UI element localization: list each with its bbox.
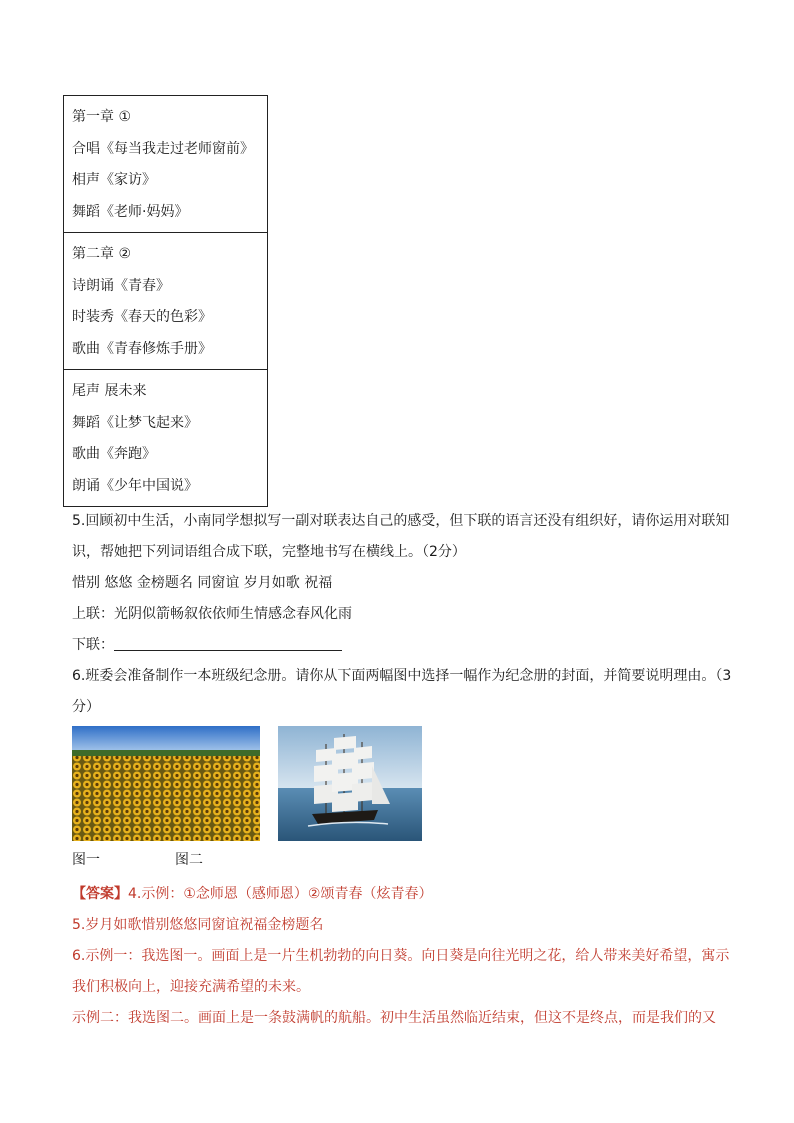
answer-6-example-2: 示例二：我选图二。画面上是一条鼓满帆的航船。初中生活虽然临近结束，但这不是终点，而是我们的又 <box>72 1010 716 1026</box>
sunflower-image <box>72 726 260 841</box>
sunflower-picture <box>72 726 260 841</box>
q5-words: 惜别 悠悠 金榜题名 同窗谊 岁月如歌 祝福 <box>72 575 333 591</box>
program-section-2 <box>64 232 267 369</box>
program-line: 舞蹈《老师·妈妈》 <box>72 203 189 220</box>
sailboat-image <box>278 726 422 841</box>
program-line: 舞蹈《让梦飞起来》 <box>72 414 198 431</box>
q5-stem: 5.回顾初中生活，小南同学想拟写一副对联表达自己的感受，但下联的语言还没有组织好，请你运用对联知识，帮她把下列词语组合成下联，完整地书写在横线上。（2分） <box>72 513 730 560</box>
program-line: 第二章 ② <box>72 246 132 262</box>
answer-tag: 【答案】 <box>72 886 128 902</box>
caption-image-1: 图一 <box>72 852 100 868</box>
program-section-1 <box>64 96 267 232</box>
q5-upper-couplet: 上联：光阴似箭畅叙依依师生情感念春风化雨 <box>72 606 352 622</box>
lower-label: 下联： <box>72 637 114 653</box>
program-line: 相声《家访》 <box>72 172 156 188</box>
program-table <box>63 95 268 507</box>
q6-stem: 6.班委会准备制作一本班级纪念册。请你从下面两幅图中选择一幅作为纪念册的封面，并简要说明理由。（3分） <box>72 668 732 715</box>
sailboat-picture <box>278 726 422 841</box>
program-line: 歌曲《奔跑》 <box>72 446 156 462</box>
answer-5: 5.岁月如歌惜别悠悠同窗谊祝福金榜题名 <box>72 917 324 933</box>
program-line: 歌曲《青春修炼手册》 <box>72 340 212 357</box>
answer-6-example-1: 6.示例一：我选图一。画面上是一片生机勃勃的向日葵。向日葵是向往光明之花，给人带来美好希望，寓示我们积极向上，迎接充满希望的未来。 <box>72 948 730 995</box>
answer-4 <box>72 879 732 910</box>
caption-image-2: 图二 <box>175 852 203 868</box>
program-line: 时装秀《春天的色彩》 <box>72 309 212 325</box>
q5-lower-couplet <box>72 630 732 661</box>
answer-4-text: 4.示例：①念师恩（感师恩）②颂青春（炫青春） <box>128 886 433 902</box>
program-section-3 <box>64 369 267 506</box>
program-line: 第一章 ① <box>72 109 132 125</box>
program-line: 尾声 展未来 <box>72 383 147 399</box>
program-line: 合唱《每当我走过老师窗前》 <box>72 140 254 157</box>
answer-blank[interactable] <box>114 634 342 651</box>
program-line: 诗朗诵《青春》 <box>72 277 170 294</box>
program-line: 朗诵《少年中国说》 <box>72 477 198 494</box>
